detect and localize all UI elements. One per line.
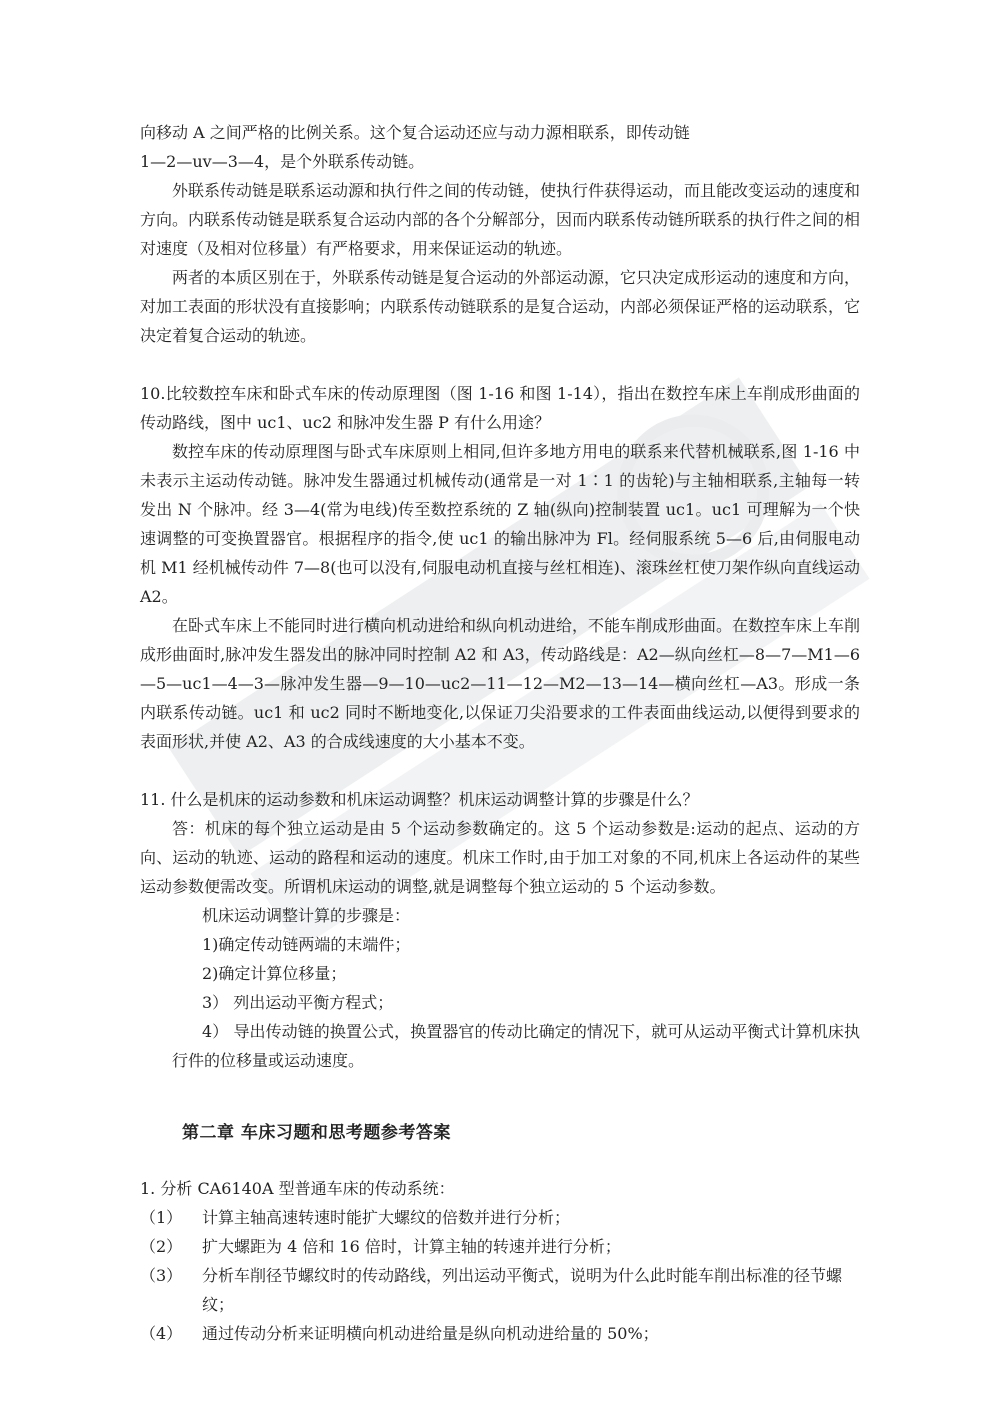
list-item [140,1203,860,1232]
list-item-text: 通过传动分析来证明横向机动进给量是纵向机动进给量的 50%； [202,1324,659,1343]
step-2: 2)确定计算位移量； [202,964,347,983]
intro-line-2: 1—2—uv—3—4，是个外联系传动链。 [140,152,425,171]
list-item-number: （1） [140,1208,183,1227]
intro-paragraph-2: 两者的本质区别在于，外联系传动链是复合运动的外部运动源，它只决定成形运动的速度和方向，对加工表面的形状没有直接影响；内联系传动链联系的是复合运动，内部必须保证严格的运动联系，它决定着复合运动的轨迹。 [140,268,861,345]
intro-paragraph-1: 外联系传动链是联系运动源和执行件之间的传动链，使执行件获得运动，而且能改变运动的速度和方向。内联系传动链是联系复合运动内部的各个分解部分，因而内联系传动链所联系的执行件之间的相对速度（及相对位移量）有严格要求，用来保证运动的轨迹。 [140,181,861,258]
list-item-number: （4） [140,1324,183,1343]
list-item-number: （3） [140,1266,183,1285]
list-item [140,1319,860,1348]
step-3: 3） 列出运动平衡方程式； [202,993,394,1012]
list-item [140,1261,860,1319]
list-item [140,1232,860,1261]
list-item-text: 计算主轴高速转速时能扩大螺纹的倍数并进行分析； [202,1208,571,1227]
answer-10-paragraph-1: 数控车床的传动原理图与卧式车床原则上相同,但许多地方用电的联系来代替机械联系,图 1-16 中未表示主运动传动链。脉冲发生器通过机械传动(通常是一对 1∶1 的齿轮)与主轴相联系,主轴每一转发出 N 个脉冲。经 3—4(常为电线)传至数控系统的 Z 轴(纵向)控制装置 uc1。uc1 可理解为一个快速调整的可变换置器官。根据程序的指令,使 uc1 的输出脉冲为 Fl。经伺服系统 5—6 后,由伺服电动机 M1 经机械传动件 7—8(也可以没有,伺服电动机直接与丝杠相连)、滚珠丝杠使刀架作纵向直线运动 A2。 [140,442,860,606]
steps-title: 机床运动调整计算的步骤是： [202,906,411,925]
step-4: 4） 导出传动链的换置公式，换置器官的传动比确定的情况下，就可从运动平衡式计算机床执行件的位移量或运动速度。 [172,1022,860,1070]
chapter-2-question-1: 1. 分析 CA6140A 型普通车床的传动系统： [140,1179,455,1198]
chapter-2-title: 第二章 车床习题和思考题参考答案 [182,1123,451,1143]
document-page [140,118,860,1348]
list-item-text: 分析车削径节螺纹时的传动路线，列出运动平衡式，说明为什么此时能车削出标准的径节螺纹； [202,1266,843,1314]
step-1: 1)确定传动链两端的末端件； [202,935,411,954]
answer-10-paragraph-2: 在卧式车床上不能同时进行横向机动进给和纵向机动进给，不能车削成形曲面。在数控车床上车削成形曲面时,脉冲发生器发出的脉冲同时控制 A2 和 A3，传动路线是：A2—纵向丝杠—8—7—M1—6—5—uc1—4—3—脉冲发生器—9—10—uc2—11—12—M2—13—14—横向丝杠—A3。形成一条内联系传动链。uc1 和 uc2 同时不断地变化,以保证刀尖沿要求的工件表面曲线运动,以便得到要求的表面形状,并使 A2、A3 的合成线速度的大小基本不变。 [140,616,861,751]
list-item-text: 扩大螺距为 4 倍和 16 倍时，计算主轴的转速并进行分析； [202,1237,621,1256]
answer-11: 答：机床的每个独立运动是由 5 个运动参数确定的。这 5 个运动参数是:运动的起点、运动的方向、运动的轨迹、运动的路程和运动的速度。机床工作时,由于加工对象的不同,机床上各运动件的某些运动参数便需改变。所谓机床运动的调整,就是调整每个独立运动的 5 个运动参数。 [140,819,860,896]
question-11: 11. 什么是机床的运动参数和机床运动调整？机床运动调整计算的步骤是什么？ [140,790,699,809]
list-item-number: （2） [140,1237,183,1256]
question-10: 10.比较数控车床和卧式车床的传动原理图（图 1-16 和图 1-14），指出在数控车床上车削成形曲面的传动路线，图中 uc1、uc2 和脉冲发生器 P 有什么用途？ [140,384,860,432]
intro-line-1: 向移动 A 之间严格的比例关系。这个复合运动还应与动力源相联系，即传动链 [140,123,690,142]
